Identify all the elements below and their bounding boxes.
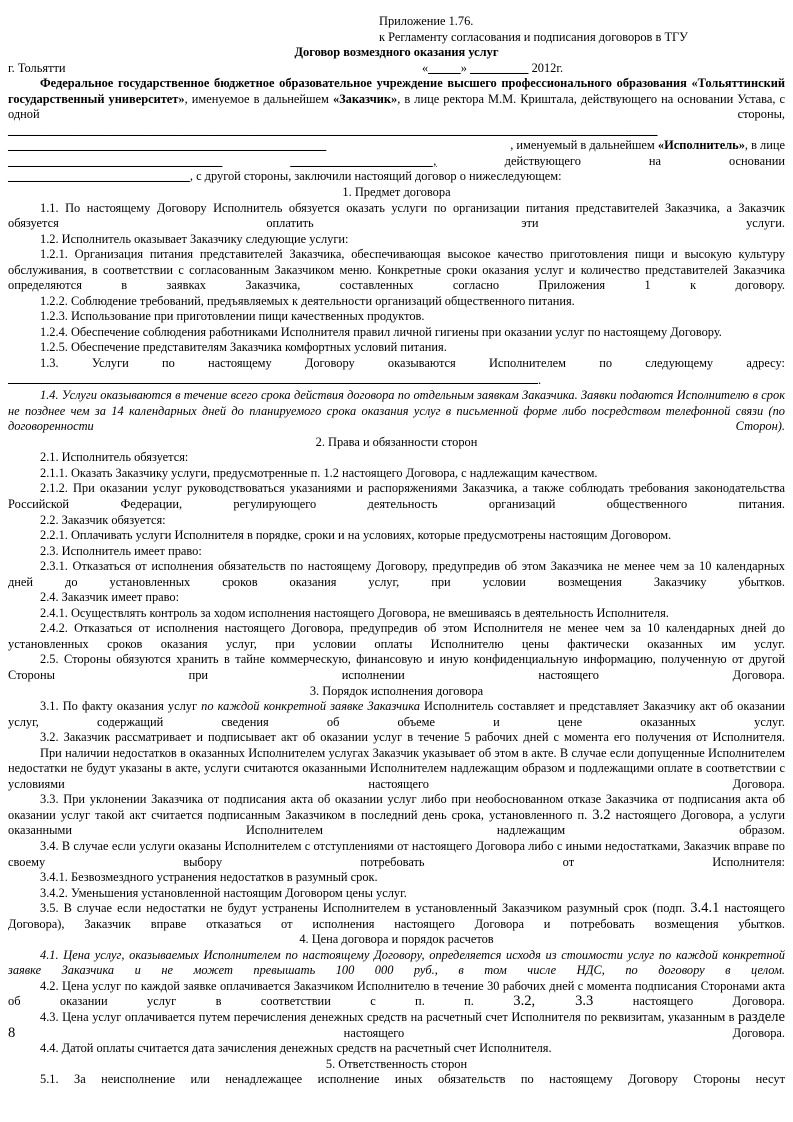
clause-4-1: 4.1. Цена услуг, оказываемых Исполнителем по настоящему Договору, определяется исходя из стоимости услуг по каждой конкретной заявке Заказчика и не может превышать 100 000 руб., в том числе НДС, по договору в целом.	[8, 947, 785, 978]
city-date-row	[8, 61, 785, 77]
clause-3-4: 3.4. В случае если услуги оказаны Исполнителем с отступлениями от настоящего Договора либо с иными недостатками, Заказчик вправе по своему выбору потребовать от Исполнителя:	[8, 838, 785, 869]
section-heading-4: 4. Цена договора и порядок расчетов	[299, 932, 494, 947]
clause-1-1: 1.1. По настоящему Договору Исполнитель обязуется оказать услуги по организации питания представителей Заказчика, а Заказчик обязуется оплатить эти услуги.	[8, 200, 785, 231]
city-label: г. Тольятти	[8, 60, 66, 75]
clause-3-3-suffix: настоящего Договора, а услуги оказанными Исполнителем надлежащим образом.	[8, 807, 785, 838]
appendix-reference: к Регламенту согласования и подписания договоров в ТГУ	[379, 29, 688, 44]
clause-3-5-suffix: настоящего Договора), Заказчик вправе отказаться от исполнения настоящего Договора и потребовать возмещения убытков.	[8, 901, 785, 931]
clause-4-2-ref: 3.2, 3.3	[513, 993, 594, 1010]
clause-4-3-suffix: настоящего Договора.	[15, 1025, 785, 1040]
section-heading-1: 1. Предмет договора	[342, 185, 451, 200]
clause-1-2-4: 1.2.4. Обеспечение соблюдения работниками Исполнителя правил личной гигиены при оказании услуг по настоящему Договору.	[40, 324, 722, 339]
customer-role: «Заказчик»	[332, 91, 398, 106]
date-line	[422, 61, 563, 77]
clause-2-3-1: 2.3.1. Отказаться от исполнения обязательств по настоящему Договору, предупредив об этом Заказчика не менее чем за 10 календарных дней до установленных сроков оказания услуг, при условии возмещения Заказчику убытков.	[8, 559, 785, 589]
clause-4-3	[8, 1010, 785, 1041]
clause-3-5	[8, 901, 785, 932]
clause-2-2-1: 2.2.1. Оплачивать услуги Исполнителя в порядке, сроки и на условиях, которые предусмотрены настоящим Договором.	[40, 528, 672, 543]
clause-2-4: 2.4. Заказчик имеет право:	[40, 590, 180, 605]
clause-4-2	[8, 979, 785, 1010]
document-title: Договор возмездного оказания услуг	[294, 45, 499, 60]
clause-1-2-5: 1.2.5. Обеспечение представителям Заказчика комфортных условий питания.	[40, 340, 447, 355]
clause-3-4-1: 3.4.1. Безвозмездного устранения недостатков в разумный срок.	[40, 870, 378, 885]
contractor-role-prefix: , именуемый в дальнейшем	[510, 138, 658, 153]
clause-2-1-1-text: 2.1.1. Оказать Заказчику услуги, предусмотренные п. 1.2 настоящего Договора, с надлежащим качеством.	[40, 465, 598, 480]
preamble-customer	[8, 76, 785, 123]
contractor-document-blank[interactable]: ____________________________	[8, 169, 190, 184]
contractor-role-suffix: , в лице	[744, 138, 785, 153]
contractor-blank-1-fill[interactable]: ____________________________________________________________________________________________________	[8, 122, 658, 137]
clause-4-3-ref: разделе 8	[8, 1009, 785, 1041]
clause-2-4-2: 2.4.2. Отказаться от исполнения настоящего Договора, предупредив об этом Исполнителя не менее чем за 10 календарных дней до установленных сроков оказания услуг, при условии оплаты Исполнителю цены фактически оказанных им услуг.	[8, 621, 785, 651]
clause-3-4-2: 3.4.2. Уменьшения установленной настоящим Договором цены услуг.	[40, 885, 407, 900]
clause-3-3-prefix: 3.3. При уклонении Заказчика от подписания акта об оказании услуг либо при необоснованном отказе Заказчика от подписания акта об оказании услуг такой акт считается подписанным Заказчиком в последний день срока, установленного п.	[8, 792, 785, 822]
contractor-word-on: на	[648, 153, 662, 168]
contractor-role: «Исполнитель»	[657, 138, 745, 153]
customer-role-prefix: , именуемое в дальнейшем	[184, 91, 333, 106]
clause-3-5-prefix: 3.5. В случае если недостатки не будут устранены Исполнителем в установленный Заказчиком разумный срок (подп.	[40, 901, 691, 916]
contractor-word-acting: действующего	[504, 153, 581, 168]
clause-1-2-2: 1.2.2. Соблюдение требований, предъявляемых к деятельности организаций общественного питания.	[40, 293, 575, 308]
address-blank[interactable]	[8, 372, 538, 384]
clause-3-3-ref: 3.2	[592, 806, 611, 823]
clause-2-5: 2.5. Стороны обязуются хранить в тайне коммерческую, финансовую и иную конфиденциальную информацию, полученную от другой Стороны при исполнении настоящего Договора.	[8, 652, 785, 682]
clause-2-1: 2.1. Исполнитель обязуется:	[40, 450, 189, 465]
date-year: 2012г.	[531, 60, 564, 75]
contractor-person-blank[interactable]: _________________________________	[8, 153, 223, 168]
clause-3-2-note: При наличии недостатков в оказанных Исполнителем услугах Заказчик указывает об этом в акте. В случае если допущенные Исполнителем недостатки не будут указаны в акте, услуги считаются оказанными Исполнителем надлежащим образом и подлежащими оплате в соответствии с условиями настоящего Договора.	[8, 745, 785, 791]
clause-3-5-ref: 3.4.1	[690, 900, 720, 917]
clause-3-1-prefix: 3.1. По факту оказания услуг	[40, 699, 202, 714]
date-month-blank[interactable]: _________	[470, 60, 529, 75]
clause-3-2: 3.2. Заказчик рассматривает и подписывает акт об оказании услуг в течение 5 рабочих дней с момента его получения от Исполнителя.	[40, 730, 785, 745]
clause-1-2: 1.2. Исполнитель оказывает Заказчику следующие услуги:	[40, 231, 349, 246]
contractor-basis-blank[interactable]: ______________________,	[290, 153, 437, 168]
clause-1-2-1: 1.2.1. Организация питания представителей Заказчика, обеспечивающая высокое качество приготовления пищи и высокую культуру обслуживания, в соответствии с согласованным Заказчиком меню. Конкретные сроки оказания услуг и количество представителей Заказчика определяются в заявках Заказчика, составленных согласно Приложения 1 к договору.	[8, 247, 785, 293]
clause-4-2-suffix: настоящего Договора.	[593, 994, 785, 1009]
clause-2-3: 2.3. Исполнитель имеет право:	[40, 543, 202, 558]
contractor-basis-blank-wrap[interactable]	[290, 154, 436, 170]
clause-3-1	[8, 699, 785, 730]
clause-3-1-suffix: Исполнитель составляет и представляет Заказчику акт об оказании услуг, содержащий сведения об объеме и цене оказанных услуг.	[8, 699, 785, 729]
clause-5-1: 5.1. За неисполнение или ненадлежащее исполнение иных обязательств по настоящему Договору Стороны несут	[40, 1072, 785, 1087]
clause-2-4-1: 2.4.1. Осуществлять контроль за ходом исполнения настоящего Договора, не вмешиваясь в деятельность Исполнителя.	[40, 605, 669, 620]
customer-representative: , в лице ректора М.М. Криштала, действующего на основании Устава, с одной стороны,	[8, 91, 785, 122]
section-heading-3: 3. Порядок исполнения договора	[309, 683, 484, 698]
document-body	[8, 14, 785, 1088]
contractor-blank-line-2	[8, 138, 785, 154]
contractor-blank-line-4	[8, 169, 785, 185]
customer-name: «Тольяттинский государственный университет»	[8, 76, 785, 106]
clause-4-4: 4.4. Датой оплаты считается дата зачисления денежных средств на расчетный счет Исполнителя.	[40, 1041, 552, 1056]
contractor-blank-2-fill[interactable]	[8, 138, 326, 154]
appendix-number: Приложение 1.76.	[379, 14, 474, 28]
clause-4-3-prefix: 4.3. Цена услуг оплачивается путем перечисления денежных средств на расчетный счет Исполнителя по реквизитам, указанным в	[40, 1010, 739, 1024]
contractor-name-blank[interactable]: _________________________________________________	[8, 138, 327, 153]
contractor-closing-text: , с другой стороны, заключили настоящий договор о нижеследующем:	[189, 169, 562, 184]
clause-2-1-2: 2.1.2. При оказании услуг руководствоваться указаниями и распоряжениями Заказчика, а также соблюдать требования законодательства Российской Федерации, регулирующего деятельность организаций общественного питания.	[8, 481, 785, 511]
address-period: .	[538, 372, 542, 387]
date-quote-open: «	[422, 60, 429, 75]
clause-1-4: 1.4. Услуги оказываются в течение всего срока действия договора по отдельным заявкам Заказчика. Заявки подаются Исполнителю в срок не позднее чем за 14 календарных дней до планируемого срока оказания услуг в письменной форме либо посредством телефонной связи (по договоренности Сторон).	[8, 388, 785, 434]
clause-2-2: 2.2. Заказчик обязуется:	[40, 512, 166, 527]
date-day-blank[interactable]: _____	[428, 60, 461, 75]
appendix-header	[379, 14, 785, 45]
contractor-blank-line-1[interactable]	[8, 123, 785, 139]
address-blank-row	[8, 372, 785, 389]
section-heading-5: 5. Ответственность сторон	[325, 1056, 468, 1071]
clause-2-1-1	[8, 466, 785, 482]
contractor-role-text	[510, 138, 785, 154]
section-heading-2: 2. Права и обязанности сторон	[315, 434, 478, 449]
contractor-word-basis: основании	[729, 153, 785, 168]
contractor-blank-line-3	[8, 154, 785, 170]
clause-1-3: 1.3. Услуги по настоящему Договору оказываются Исполнителем по следующему адресу:	[40, 356, 785, 371]
clause-3-3	[8, 792, 785, 839]
date-quote-close: »	[460, 60, 467, 75]
clause-1-2-3: 1.2.3. Использование при приготовлении пищи качественных продуктов.	[40, 309, 425, 324]
clause-4-2-prefix: 4.2. Цена услуг по каждой заявке оплачивается Заказчиком Исполнителю в течение 30 рабочих дней с момента подписания Сторонами акта об оказании услуг в соответствии с п. п.	[8, 978, 785, 1009]
clause-3-1-italic: по каждой конкретной заявке Заказчика	[201, 699, 420, 714]
customer-legal-form: Федеральное государственное бюджетное образовательное учреждение высшего профессионального образования	[40, 76, 692, 91]
